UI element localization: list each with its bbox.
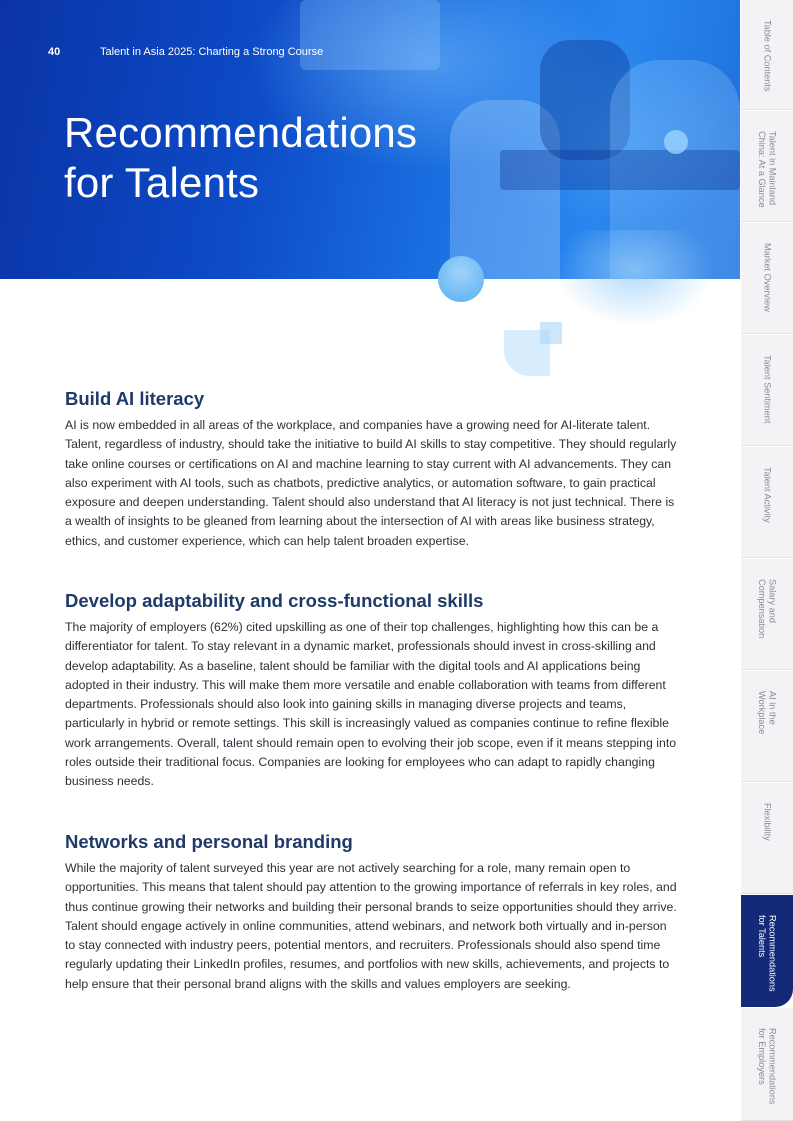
hero-photo-detail — [500, 150, 740, 190]
decorative-circle — [664, 130, 688, 154]
tab-talent-at-a-glance[interactable] — [741, 111, 793, 222]
tab-label: Salary and Compensation — [757, 579, 778, 639]
decorative-glow — [530, 230, 740, 380]
page-title — [64, 108, 417, 208]
section-heading: Develop adaptability and cross-functional skills — [65, 590, 484, 611]
tab-label: AI in the Workplace — [757, 691, 778, 735]
tab-table-of-contents[interactable] — [741, 0, 793, 110]
section-adaptability — [65, 589, 680, 792]
side-nav — [741, 0, 793, 1121]
tab-talent-sentiment[interactable] — [741, 335, 793, 446]
tab-label: Recommendations for Talents — [757, 915, 778, 992]
section-build-ai-literacy — [65, 387, 680, 551]
tab-label: Market Overview — [762, 243, 773, 312]
tab-salary-compensation[interactable] — [741, 559, 793, 670]
section-heading: Networks and personal branding — [65, 831, 353, 852]
tab-label: Table of Contents — [762, 20, 773, 92]
tab-label: Talent Sentiment — [762, 355, 773, 424]
tab-label: Talent in Mainland China: At a Glance — [757, 131, 778, 208]
decorative-bubble — [438, 256, 484, 302]
section-body: AI is now embedded in all areas of the workplace, and companies have a growing need for AI-literate talent. Talent, regardless of industry, should take the initiative to build AI skills to stay competitive. They should regularly take online courses or certifications on AI and machine learning to stay current with AI advancements. They can also experiment with AI tools, such as chatbots, predictive analytics, or automation software, to gain practical exposure and deepen understanding. Talent should also understand that AI literacy is not just technical. There is a wealth of insights to be gleaned from learning about the intersection of AI with areas like business strategy, ethics, and customer experience, which can help talent broaden expertise. — [65, 418, 677, 548]
tab-label: Flexibility — [762, 803, 773, 841]
tab-recommendations-for-employers[interactable] — [741, 1008, 793, 1121]
page-title-line: Recommendations — [64, 109, 418, 156]
page-number: 40 — [48, 46, 61, 58]
decorative-square — [540, 322, 562, 344]
tab-market-overview[interactable] — [741, 223, 793, 334]
hero-photo-detail — [300, 0, 440, 70]
tab-label: Talent Activity — [762, 467, 773, 523]
tab-talent-activity[interactable] — [741, 447, 793, 558]
section-body: While the majority of talent surveyed this year are not actively searching for a role, many remain open to opportunities. This means that talent should pay attention to the growing importance of referrals in key roles, and thus continue growing their networks and building their personal brands to seize opportunities should they arrive. Talent should engage actively in online communities, attend webinars, and network both virtually and in-person to stay connected with industry peers, potential mentors, and recruiters. Professionals should also spend time regularly updating their LinkedIn profiles, resumes, and portfolios with new skills, achievements, and projects to help ensure that their personal brand aligns with the skills and values employers are seeking. — [65, 861, 677, 991]
tab-label: Recommendations for Employers — [757, 1028, 778, 1105]
section-body: The majority of employers (62%) cited upskilling as one of their top challenges, highlighting how this can be a differentiator for talent. To stay relevant in a dynamic market, professionals should invest in cross-skilling and develop adaptability. As a baseline, talent should be familiar with the digital tools and AI applications being adopted in their industry. This will make them more versatile and enable collaboration with teams from different departments. Professionals should also look into gaining skills in managing diverse projects and teams, particularly in hybrid or remote settings. This skill is increasingly valued as companies continue to refine flexible work arrangements. Overall, talent should remain open to evolving their job scope, even if it means stepping into roles outside their traditional focus. Companies are looking for employees who can adapt to rapidly changing business needs. — [65, 620, 677, 789]
tab-ai-in-the-workplace[interactable] — [741, 671, 793, 782]
section-heading: Build AI literacy — [65, 388, 205, 409]
page-title-line: for Talents — [64, 159, 260, 206]
tab-flexibility[interactable] — [741, 783, 793, 894]
running-title: Talent in Asia 2025: Charting a Strong Course — [100, 46, 324, 58]
tab-recommendations-for-talents[interactable] — [741, 895, 793, 1007]
section-networks-branding — [65, 830, 680, 994]
